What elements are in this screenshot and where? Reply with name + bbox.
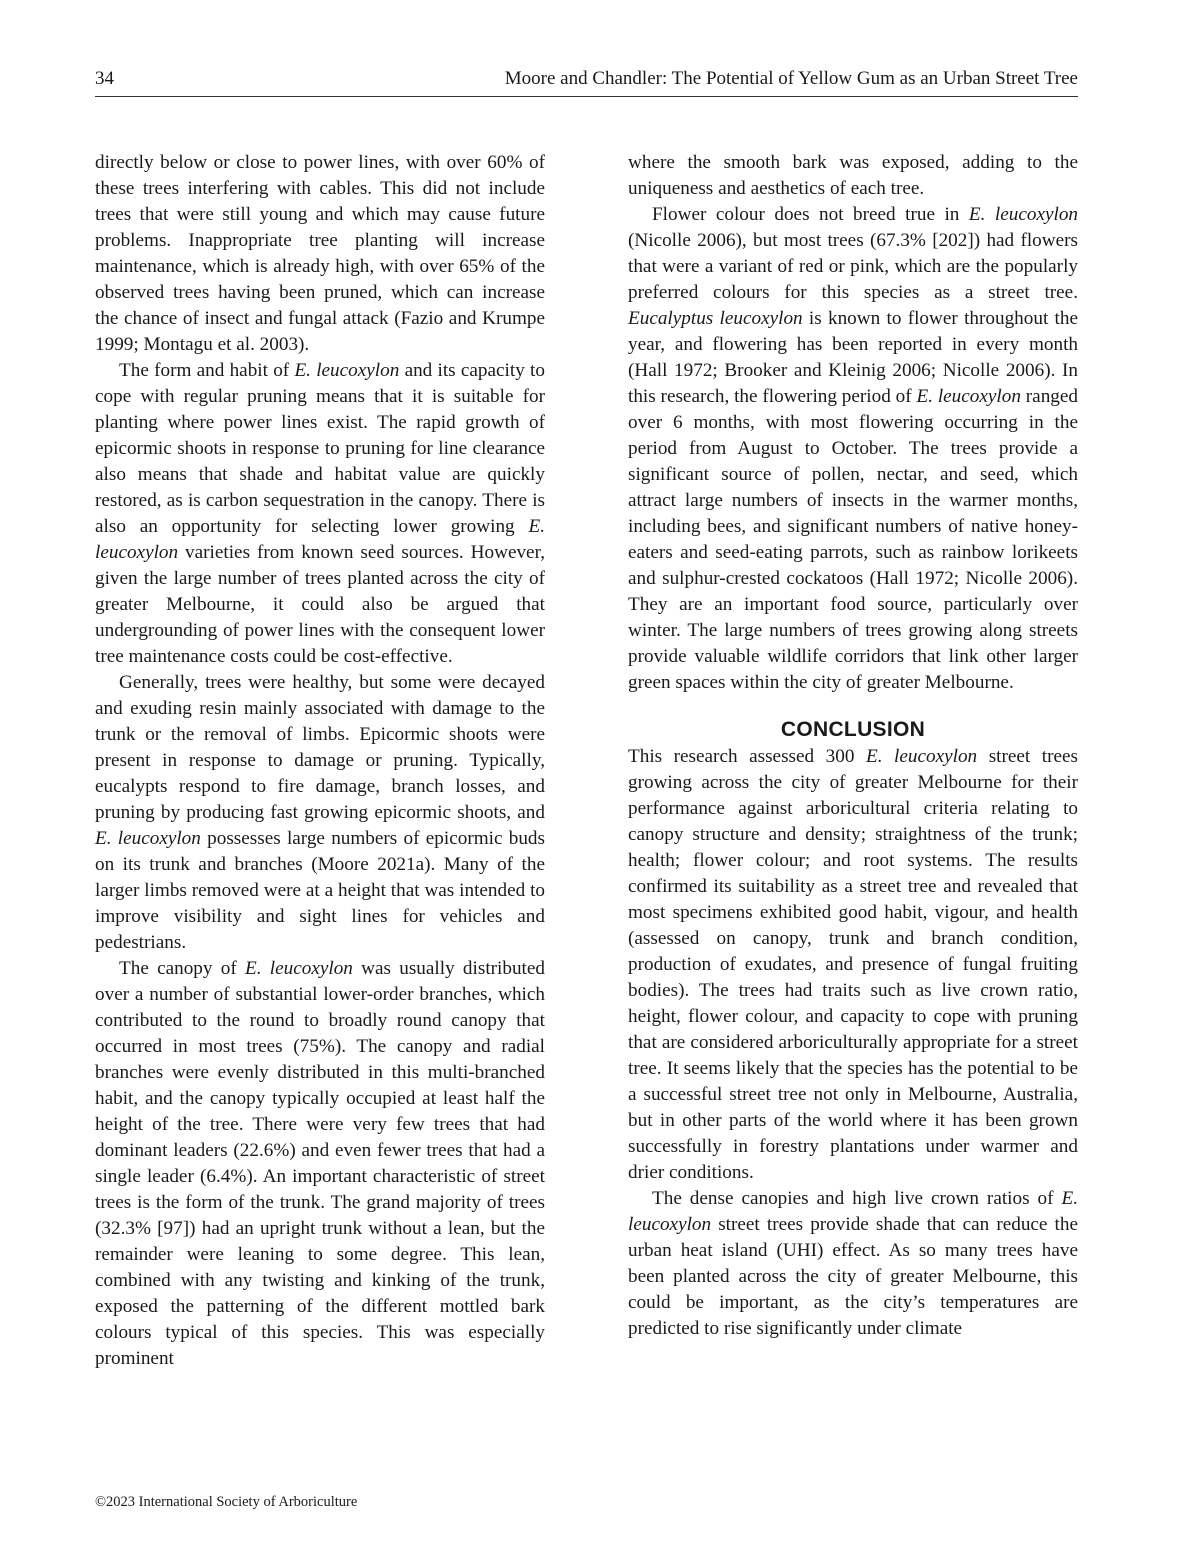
text-run: The canopy of	[119, 958, 245, 979]
text-run: was usually distributed over a number of substantial lower-order branches, which contributed to the round to broadly round canopy that occurred in most trees (75%). The canopy and radial branches were evenly distributed in this multi-branched habit, and the canopy typically occupied at least half the height of the tree. There were very few trees that had dominant leaders (22.6%) and even fewer trees that had a single leader (6.4%). An important characteristic of street trees is the form of the trunk. The grand majority of trees (32.3% [97]) had an upright trunk without a lean, but the remainder were leaning to some degree. This lean, combined with any twisting and kinking of the trunk, exposed the patterning of the different mottled bark colours typical of this species. This was especially prominent	[95, 958, 545, 1369]
text-run: and its capacity to cope with regular pruning means that it is suitable for planting where power lines exist. The rapid growth of epicormic shoots in response to pruning for line clearance also means that shade and habitat value are quickly restored, as is carbon sequestration in the canopy. There is also an opportunity for selecting lower growing	[95, 360, 545, 537]
text-run: The form and habit of	[119, 360, 295, 381]
paragraph	[95, 670, 545, 956]
species-name: Eucalyptus leucoxylon	[628, 308, 803, 329]
text-run: (Nicolle 2006), but most trees (67.3% [202]) had flowers that were a variant of red or pink, which are the popularly preferred colours for this species as a street tree.	[628, 230, 1078, 303]
text-run: Generally, trees were healthy, but some were decayed and exuding resin mainly associated with damage to the trunk or the removal of limbs. Epicormic shoots were present in response to damage or pruning. Typically, eucalypts respond to fire damage, branch losses, and pruning by producing fast growing epicormic shoots, and	[95, 672, 545, 823]
section-heading-conclusion: CONCLUSION	[780, 718, 926, 741]
footer-copyright: ©2023 International Society of Arboriculture	[95, 1494, 358, 1510]
species-name: E. leucoxylon	[865, 746, 978, 767]
paragraph: where the smooth bark was exposed, adding to the uniqueness and aesthetics of each tree.	[628, 152, 1078, 199]
paragraph	[95, 358, 545, 670]
text-run: ranged over 6 months, with most flowering occurring in the period from August to October. The trees provide a significant source of pollen, nectar, and seed, which attract large numbers of insects in the warmer months, including bees, and significant numbers of native honey-eaters and seed-eating parrots, such as rainbow lorikeets and sulphur-crested cockatoos (Hall 1972; Nicolle 2006). They are an important food source, particularly over winter. The large numbers of trees growing along streets provide valuable wildlife corridors that link other larger green spaces within the city of greater Melbourne.	[628, 386, 1078, 693]
running-head: Moore and Chandler: The Potential of Yellow Gum as an Urban Street Tree	[504, 68, 1078, 89]
text-run: Flower colour does not breed true in	[652, 204, 969, 225]
text-run: This research assessed 300	[628, 746, 866, 767]
species-name: E. leucoxylon	[95, 516, 545, 563]
text-run: street trees growing across the city of greater Melbourne for their performance against arboricultural criteria relating to canopy structure and density; straightness of the trunk; health; flower colour; and root systems. The results confirmed its suitability as a street tree and revealed that most specimens exhibited good habit, vigour, and health (assessed on canopy, trunk and branch condition, production of exudates, and presence of fungal fruiting bodies). The trees had traits such as live crown ratio, height, flower colour, and capacity to cope with pruning that are considered arboriculturally appropriate for a street tree. It seems likely that the species has the potential to be a successful street tree not only in Melbourne, Australia, but in other parts of the world where it has been grown successfully in forestry plantations under warmer and drier conditions.	[628, 746, 1079, 1183]
paragraph: directly below or close to power lines, with over 60% of these trees interfering with cables. This did not include trees that were still young and which may cause future problems. Inappropriate tree planting will increase maintenance, which is already high, with over 65% of the observed trees having been pruned, which can increase the chance of insect and fungal attack (Fazio and Krumpe 1999; Montagu et al. 2003).	[95, 152, 545, 355]
text-run: varieties from known seed sources. However, given the large number of trees planted across the city of greater Melbourne, it could also be argued that undergrounding of power lines with the consequent lower tree maintenance costs could be cost-effective.	[95, 542, 545, 667]
paragraph	[628, 1186, 1078, 1342]
paragraph	[628, 744, 1078, 1186]
right-column	[628, 150, 1078, 1342]
species-name: E. leucoxylon	[245, 958, 353, 979]
text-run: is known to flower throughout the year, and flowering has been reported in every month (Hall 1972; Brooker and Kleinig 2006; Nicolle 2006). In this research, the flowering period of	[628, 308, 1078, 407]
paragraph	[628, 202, 1078, 696]
species-name: E. leucoxylon	[628, 1188, 1078, 1235]
text-run: possesses large numbers of epicormic buds on its trunk and branches (Moore 2021a). Many of the larger limbs removed were at a height that was intended to improve visibility and sight lines for vehicles and pedestrians.	[95, 828, 545, 953]
left-column	[95, 150, 545, 1372]
species-name: E. leucoxylon	[294, 360, 400, 381]
species-name: E. leucoxylon	[95, 828, 201, 849]
header-rule	[95, 96, 1078, 97]
paragraph	[95, 956, 545, 1372]
species-name: E. leucoxylon	[968, 204, 1079, 225]
page-number: 34	[95, 68, 114, 89]
text-run: street trees provide shade that can reduce the urban heat island (UHI) effect. As so many trees have been planted across the city of greater Melbourne, this could be important, as the city’s temperatures are predicted to rise significantly under climate	[628, 1214, 1078, 1339]
text-run: The dense canopies and high live crown ratios of	[652, 1188, 1062, 1209]
species-name: E. leucoxylon	[916, 386, 1021, 407]
